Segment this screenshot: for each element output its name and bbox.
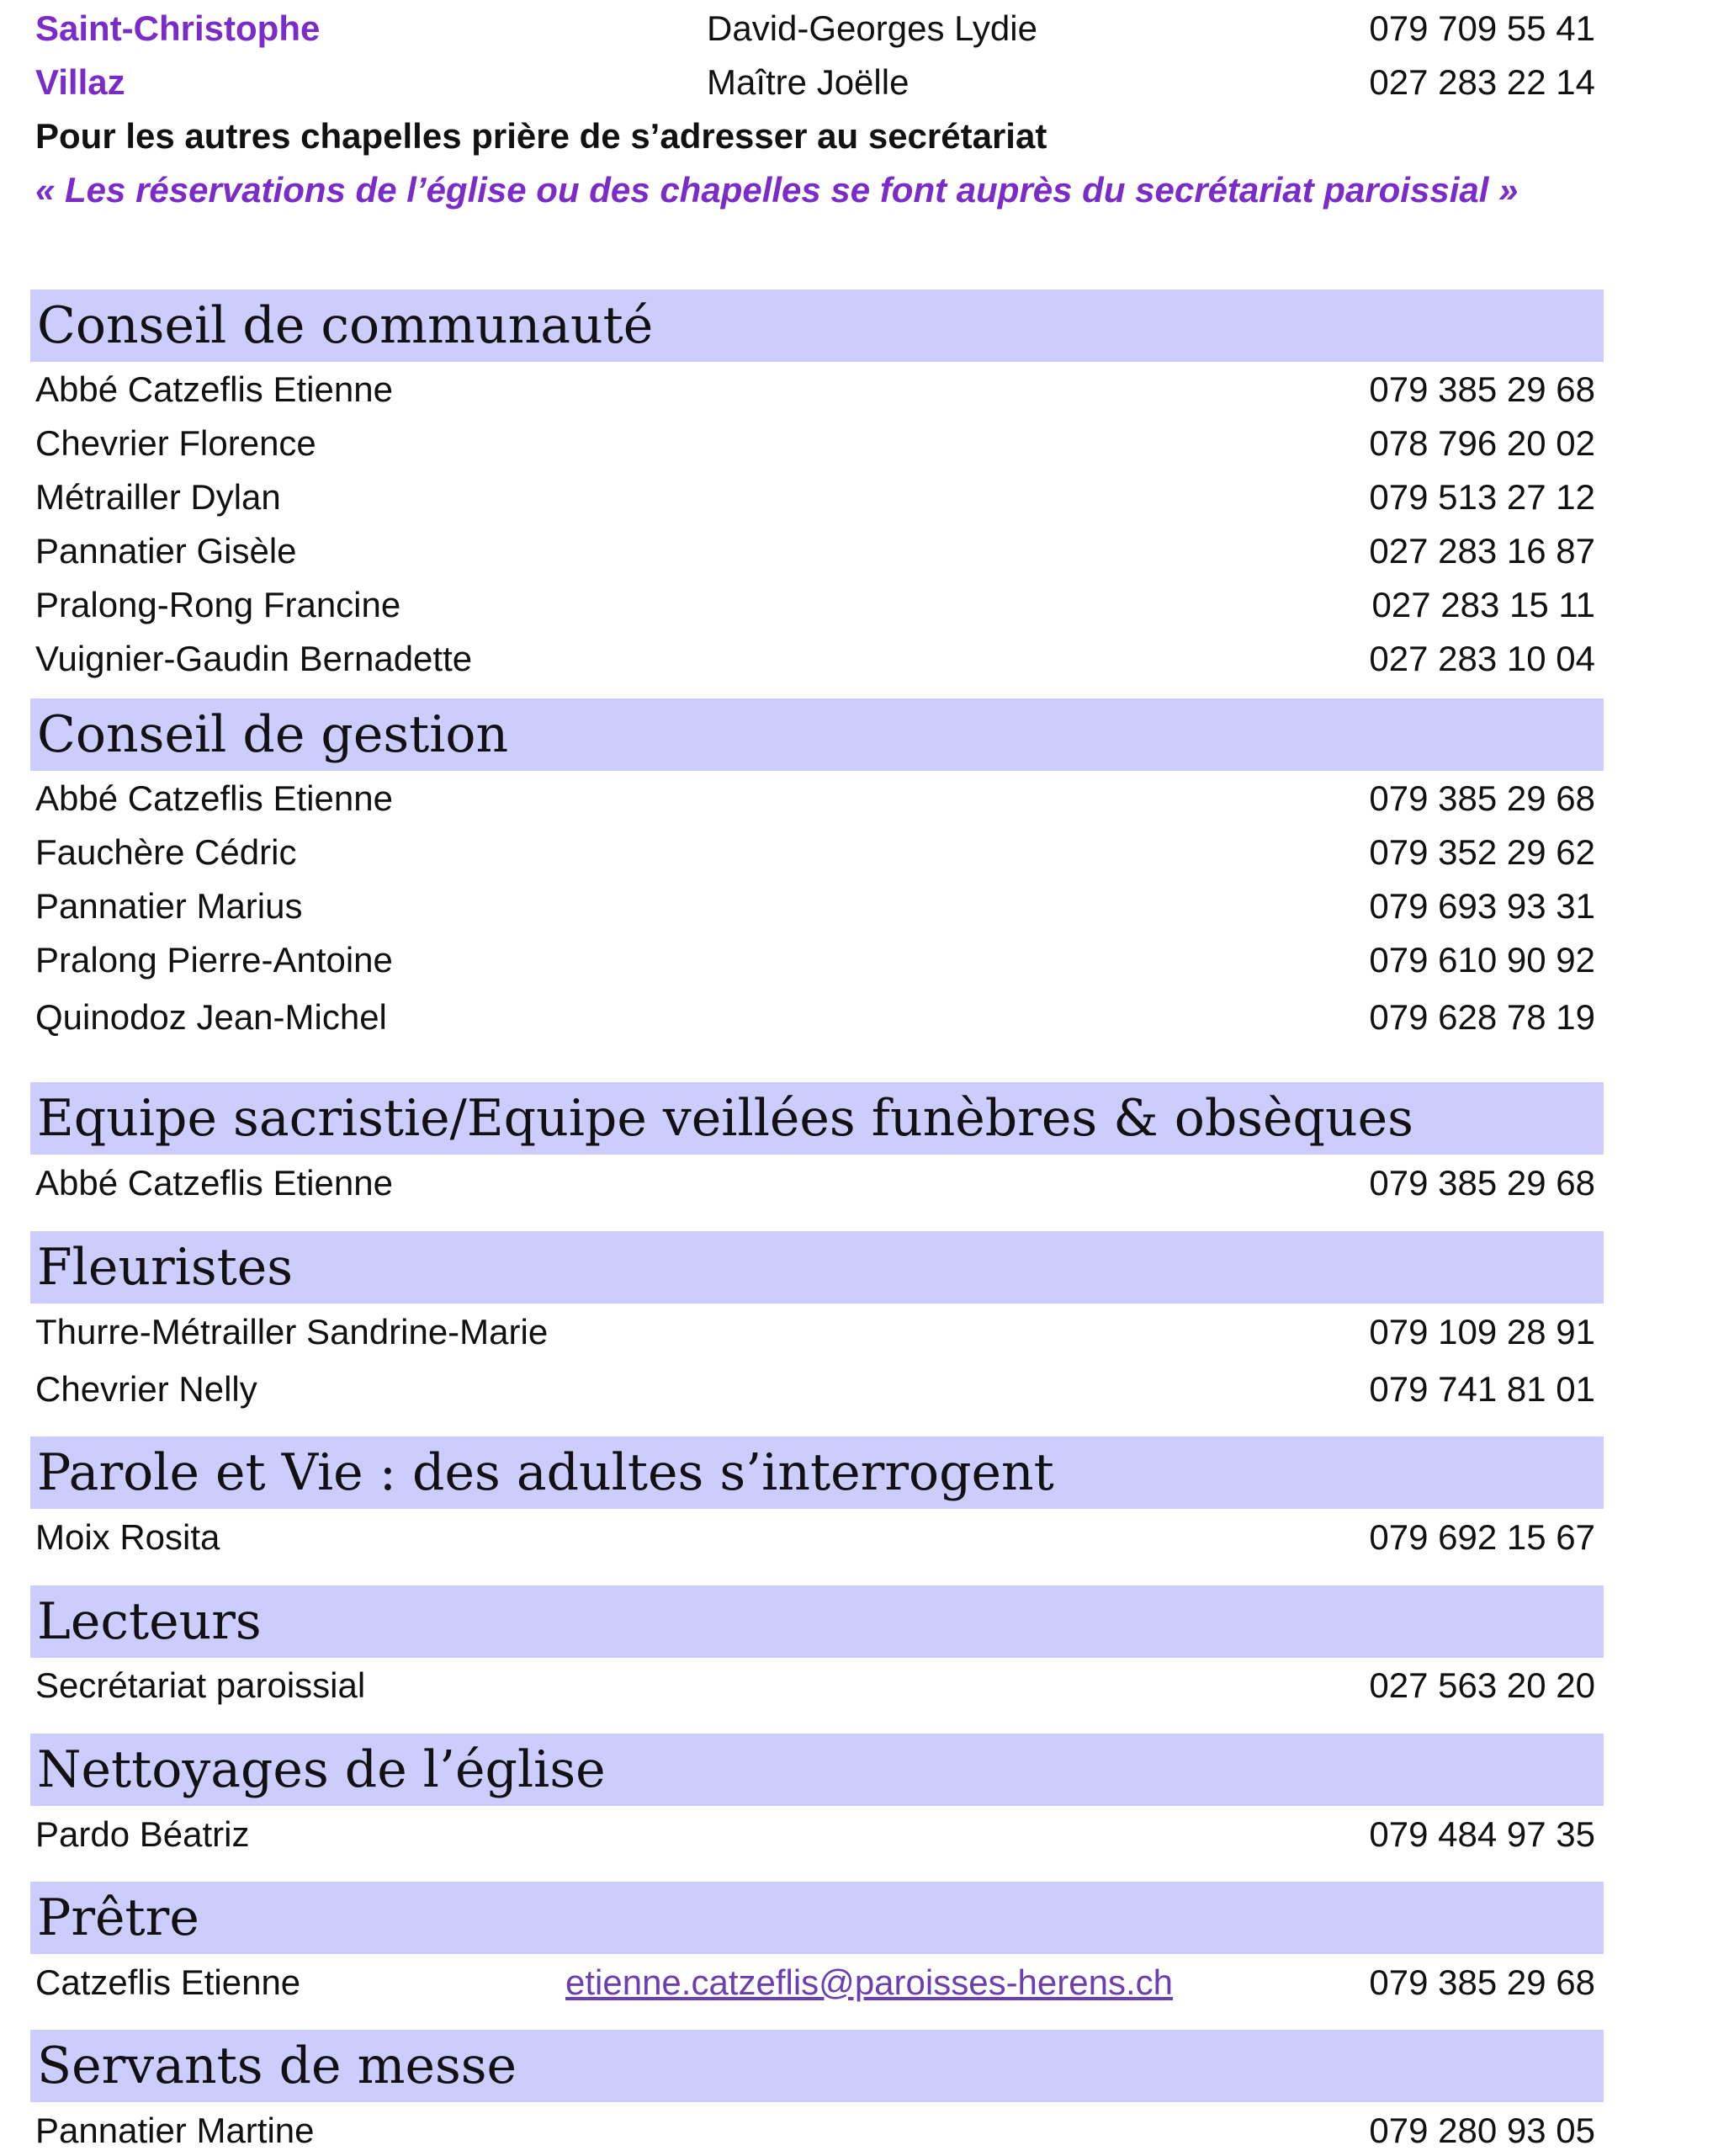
section-title: Prêtre — [37, 1888, 199, 1947]
member-name: Fauchère Cédric — [35, 832, 297, 872]
table-row — [0, 1660, 1713, 1711]
member-phone: 027 283 16 87 — [1369, 531, 1595, 571]
section-title: Nettoyages de l’église — [37, 1740, 606, 1799]
chapel-phone-villaz: 027 283 22 14 — [1369, 62, 1595, 102]
member-name: Moix Rosita — [35, 1517, 220, 1557]
section-title: Conseil de communauté — [37, 296, 654, 355]
member-name: Quinodoz Jean-Michel — [35, 997, 387, 1037]
member-name: Abbé Catzeflis Etienne — [35, 778, 393, 818]
table-row — [0, 827, 1713, 878]
table-row — [0, 634, 1713, 684]
section-header-equipe-sacristie — [30, 1082, 1604, 1155]
member-phone: 079 280 93 05 — [1369, 2111, 1595, 2150]
member-phone: 079 692 15 67 — [1369, 1517, 1595, 1557]
member-name: Thurre-Métrailler Sandrine-Marie — [35, 1312, 549, 1351]
table-row — [0, 580, 1713, 630]
member-name: Vuignier-Gaudin Bernadette — [35, 639, 473, 678]
member-name: Pannatier Gisèle — [35, 531, 297, 571]
table-row — [0, 418, 1713, 469]
member-phone: 027 283 15 11 — [1371, 585, 1595, 624]
section-header-parole-et-vie — [30, 1436, 1604, 1509]
section-title: Lecteurs — [37, 1592, 262, 1651]
member-phone: 079 484 97 35 — [1369, 1814, 1595, 1854]
member-name: Chevrier Florence — [35, 423, 316, 463]
table-row — [0, 1809, 1713, 1860]
table-row — [0, 364, 1713, 415]
section-header-conseil-de-communaute — [30, 289, 1604, 362]
section-header-servants-de-messe — [30, 2030, 1604, 2102]
member-phone: 079 385 29 68 — [1369, 369, 1595, 409]
member-phone: 079 513 27 12 — [1369, 477, 1595, 517]
member-phone: 079 385 29 68 — [1369, 1163, 1595, 1203]
section-header-fleuristes — [30, 1231, 1604, 1304]
member-name: Métrailler Dylan — [35, 477, 281, 517]
table-row — [0, 773, 1713, 824]
chapel-name-villaz: Villaz — [35, 62, 125, 102]
section-title: Equipe sacristie/Equipe veillées funèbres & obsèques — [37, 1089, 1413, 1148]
section-title: Conseil de gestion — [37, 705, 509, 764]
table-row — [0, 1158, 1713, 1208]
other-chapels-notice: Pour les autres chapelles prière de s’adresser au secrétariat — [35, 116, 1047, 156]
member-phone: 079 693 93 31 — [1369, 886, 1595, 926]
chapel-name-saint-christophe: Saint-Christophe — [35, 8, 321, 48]
member-name: Chevrier Nelly — [35, 1369, 257, 1409]
member-phone: 079 385 29 68 — [1369, 778, 1595, 818]
member-name: Catzeflis Etienne — [35, 1962, 301, 2002]
chapel-contact-villaz: Maître Joëlle — [707, 62, 910, 102]
table-row — [0, 881, 1713, 932]
table-row — [0, 1307, 1713, 1357]
member-phone: 079 385 29 68 — [1369, 1962, 1595, 2002]
member-phone: 027 563 20 20 — [1369, 1665, 1595, 1705]
chapel-phone-saint-christophe: 079 709 55 41 — [1369, 8, 1595, 48]
section-title: Parole et Vie : des adultes s’interrogent — [37, 1443, 1054, 1502]
member-name: Pannatier Martine — [35, 2111, 315, 2150]
table-row — [0, 1957, 1713, 2008]
member-phone: 078 796 20 02 — [1369, 423, 1595, 463]
member-name: Pralong-Rong Francine — [35, 585, 401, 624]
email-link[interactable]: etienne.catzeflis@paroisses-herens.ch — [565, 1962, 1173, 2002]
table-row — [0, 472, 1713, 523]
section-title: Servants de messe — [37, 2037, 517, 2095]
table-row — [0, 1364, 1713, 1415]
member-name: Pardo Béatriz — [35, 1814, 250, 1854]
member-phone: 079 610 90 92 — [1369, 940, 1595, 980]
member-phone: 079 109 28 91 — [1369, 1312, 1595, 1351]
member-name: Pannatier Marius — [35, 886, 303, 926]
section-header-conseil-de-gestion — [30, 698, 1604, 771]
section-header-lecteurs — [30, 1585, 1604, 1658]
section-header-nettoyages — [30, 1734, 1604, 1806]
member-name: Abbé Catzeflis Etienne — [35, 1163, 393, 1203]
chapel-contact-saint-christophe: David-Georges Lydie — [707, 8, 1037, 48]
member-name: Pralong Pierre-Antoine — [35, 940, 393, 980]
table-row — [0, 935, 1713, 985]
section-header-pretre — [30, 1882, 1604, 1954]
table-row — [0, 992, 1713, 1043]
member-phone: 079 741 81 01 — [1369, 1369, 1595, 1409]
member-phone: 079 628 78 19 — [1369, 997, 1595, 1037]
section-title: Fleuristes — [37, 1238, 294, 1297]
member-name: Abbé Catzeflis Etienne — [35, 369, 393, 409]
member-phone: 079 352 29 62 — [1369, 832, 1595, 872]
member-phone: 027 283 10 04 — [1369, 639, 1595, 678]
table-row — [0, 2106, 1713, 2156]
table-row — [0, 526, 1713, 576]
table-row — [0, 1512, 1713, 1563]
reservation-notice: « Les réservations de l’église ou des chapelles se font auprès du secrétariat paroissial » — [35, 170, 1519, 210]
member-name: Secrétariat paroissial — [35, 1665, 366, 1705]
